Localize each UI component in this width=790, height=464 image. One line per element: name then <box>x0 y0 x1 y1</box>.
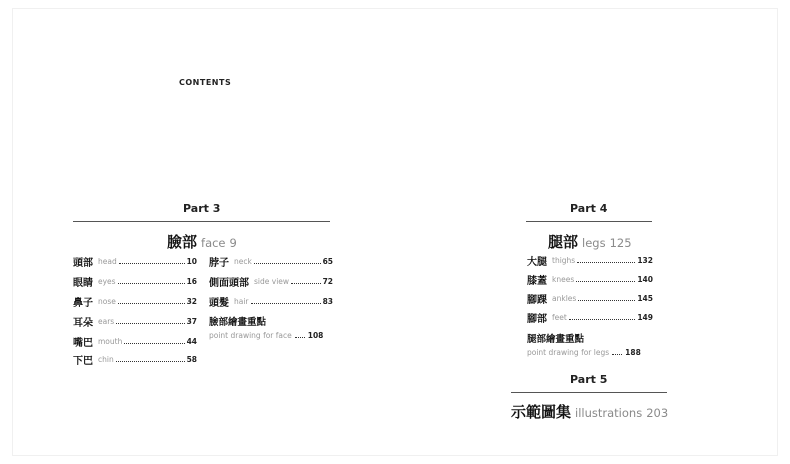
toc-entry-ankles[interactable] <box>527 291 653 305</box>
entry-en: nose <box>98 296 116 306</box>
section-zh: 示範圖集 <box>511 403 572 421</box>
dot-leader <box>116 322 184 324</box>
entry-page: 83 <box>322 296 333 306</box>
entry-zh: 頭部 <box>73 257 93 269</box>
dot-leader <box>118 282 185 284</box>
part4-note-entry[interactable] <box>527 345 641 359</box>
section-zh: 腿部 <box>548 233 579 251</box>
entry-zh: 耳朵 <box>73 317 93 329</box>
entry-en: chin <box>98 354 114 364</box>
entry-en: ears <box>98 316 115 326</box>
toc-entry-eyes[interactable] <box>73 274 197 288</box>
entry-page: 44 <box>186 336 197 346</box>
entry-zh: 側面頭部 <box>209 277 249 289</box>
part3-section-title[interactable] <box>167 231 237 252</box>
note-en: point drawing for legs <box>527 347 610 357</box>
note-en: point drawing for face <box>209 330 292 340</box>
toc-entry-mouth[interactable] <box>73 334 197 348</box>
entry-zh: 腳踝 <box>527 294 547 306</box>
toc-entry-head[interactable] <box>73 254 197 268</box>
dot-leader <box>251 302 321 304</box>
entry-zh: 眼睛 <box>73 277 93 289</box>
section-page: 9 <box>229 236 237 250</box>
toc-entry-knees[interactable] <box>527 272 653 286</box>
entry-en: knees <box>552 274 575 284</box>
toc-entry-side-view[interactable] <box>209 274 333 288</box>
part5-section-title[interactable] <box>511 401 668 422</box>
entry-en: neck <box>234 256 252 266</box>
note-page: 188 <box>625 347 641 357</box>
toc-entry-thighs[interactable] <box>527 253 653 267</box>
entry-en: hair <box>234 296 249 306</box>
entry-page: 16 <box>186 276 197 286</box>
entry-page: 72 <box>322 276 333 286</box>
dot-leader <box>612 353 622 355</box>
part4-rule <box>526 221 652 222</box>
entry-en: head <box>98 256 117 266</box>
entry-en: mouth <box>98 336 123 346</box>
entry-zh: 腳部 <box>527 313 547 325</box>
section-page: 125 <box>609 236 632 250</box>
section-en: illustrations <box>575 406 643 420</box>
toc-entry-ears[interactable] <box>73 314 197 328</box>
entry-en: feet <box>552 312 567 322</box>
part4-section-title[interactable] <box>548 231 632 252</box>
entry-zh: 下巴 <box>73 355 93 367</box>
dot-leader <box>569 318 636 320</box>
part3-heading: Part 3 <box>183 202 221 215</box>
page-frame <box>12 8 778 456</box>
entry-zh: 大腿 <box>527 256 547 268</box>
part3-note-entry[interactable] <box>209 328 323 342</box>
entry-zh: 鼻子 <box>73 297 93 309</box>
entry-page: 140 <box>637 274 653 284</box>
entry-en: ankles <box>552 293 577 303</box>
entry-zh: 頭髮 <box>209 297 229 309</box>
entry-page: 32 <box>186 296 197 306</box>
note-page: 108 <box>307 330 324 340</box>
part3-note-title[interactable]: 臉部繪畫重點 <box>209 317 267 328</box>
section-en: face <box>201 236 226 250</box>
entry-page: 145 <box>637 293 653 303</box>
dot-leader <box>119 262 185 264</box>
part4-note-title[interactable]: 腿部繪畫重點 <box>527 334 585 345</box>
part5-rule <box>511 392 667 393</box>
entry-page: 58 <box>186 354 197 364</box>
dot-leader <box>116 360 185 362</box>
dot-leader <box>118 302 185 304</box>
dot-leader <box>576 280 635 282</box>
toc-entry-feet[interactable] <box>527 310 653 324</box>
toc-entry-neck[interactable] <box>209 254 333 268</box>
toc-entry-nose[interactable] <box>73 294 197 308</box>
toc-entry-chin[interactable] <box>73 352 197 366</box>
entry-page: 37 <box>186 316 197 326</box>
entry-en: thighs <box>552 255 576 265</box>
entry-zh: 膝蓋 <box>527 275 547 287</box>
entry-page: 10 <box>186 256 197 266</box>
dot-leader <box>291 282 321 284</box>
dot-leader <box>254 262 321 264</box>
dot-leader <box>124 342 184 344</box>
entry-page: 149 <box>637 312 653 322</box>
dot-leader <box>295 336 305 338</box>
entry-en: eyes <box>98 276 116 286</box>
part5-heading: Part 5 <box>570 373 608 386</box>
toc-entry-hair[interactable] <box>209 294 333 308</box>
section-zh: 臉部 <box>167 233 198 251</box>
entry-zh: 脖子 <box>209 257 229 269</box>
contents-title: CONTENTS <box>179 78 232 87</box>
entry-page: 65 <box>322 256 333 266</box>
entry-page: 132 <box>637 255 653 265</box>
entry-en: side view <box>254 276 290 286</box>
dot-leader <box>577 261 635 263</box>
part3-rule <box>73 221 330 222</box>
part4-heading: Part 4 <box>570 202 608 215</box>
entry-zh: 嘴巴 <box>73 337 93 349</box>
dot-leader <box>578 299 635 301</box>
section-page: 203 <box>646 406 669 420</box>
section-en: legs <box>582 236 606 250</box>
